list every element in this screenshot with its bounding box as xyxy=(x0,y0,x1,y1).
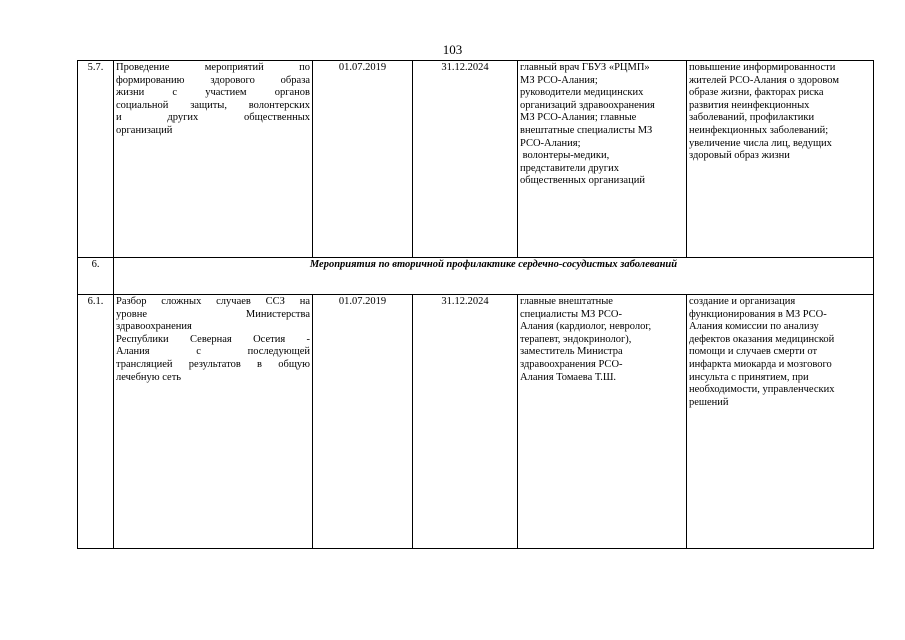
row-number: 6.1. xyxy=(78,295,114,549)
event-line: Разбор сложных случаев ССЗ на xyxy=(116,296,310,307)
result-line: здоровый образ жизни xyxy=(689,150,790,162)
event-line: формированию здорового образа xyxy=(116,74,310,86)
responsible-line: специалисты МЗ РСО- xyxy=(520,308,622,320)
event-line: здравоохранения xyxy=(116,321,192,333)
result-line: инсульта с принятием, при xyxy=(689,371,809,383)
responsible-cell xyxy=(518,61,687,258)
responsible-line: РСО-Алания; xyxy=(520,137,581,149)
end-date: 31.12.2024 xyxy=(413,295,518,549)
responsible-line: здравоохранения РСО- xyxy=(520,358,623,370)
end-date: 31.12.2024 xyxy=(413,61,518,258)
event-line: жизни с участием органов xyxy=(116,87,310,99)
event-line: Республики Северная Осетия - xyxy=(116,333,310,345)
result-line: создание и организация xyxy=(689,296,796,307)
event-line: Алания с последующей xyxy=(116,346,310,358)
result-line: необходимости, управленческих xyxy=(689,384,835,396)
result-line: заболеваний, профилактики xyxy=(689,112,815,124)
event-line: Проведение мероприятий по xyxy=(116,62,310,73)
responsible-line: волонтеры-медики, xyxy=(520,150,610,162)
responsible-line: МЗ РСО-Алания; xyxy=(520,74,598,86)
result-cell xyxy=(687,295,874,549)
event-line: и других общественных xyxy=(116,112,310,124)
responsible-line: главный врач ГБУЗ «РЦМП» xyxy=(520,62,650,73)
responsible-line: общественных организаций xyxy=(520,175,645,187)
event-line: трансляцией результатов в общую xyxy=(116,358,310,370)
start-date: 01.07.2019 xyxy=(313,61,413,258)
event-line: уровне Министерства xyxy=(116,308,310,320)
row-number: 5.7. xyxy=(78,61,114,258)
result-line: повышение информированности xyxy=(689,62,836,73)
result-line: образе жизни, факторах риска xyxy=(689,87,824,99)
responsible-line: МЗ РСО-Алания; главные xyxy=(520,112,637,124)
result-line: увеличение числа лиц, ведущих xyxy=(689,137,832,149)
section-number: 6. xyxy=(78,258,114,295)
event-cell xyxy=(114,295,313,549)
result-line: Алания комиссии по анализу xyxy=(689,321,819,333)
section-row-6 xyxy=(78,258,874,295)
page-number: 103 xyxy=(442,42,463,57)
event-line: организаций xyxy=(116,124,173,136)
result-line: развития неинфекционных xyxy=(689,99,810,111)
table-row-5-7 xyxy=(78,61,874,258)
section-title: Мероприятия по вторичной профилактике сердечно-сосудистых заболеваний xyxy=(114,258,874,295)
event-line: социальной защиты, волонтерских xyxy=(116,99,310,111)
measures-table xyxy=(77,60,874,549)
result-line: жителей РСО-Алания о здоровом xyxy=(689,74,839,86)
responsible-line: Алания (кардиолог, невролог, xyxy=(520,321,652,333)
result-line: инфаркта миокарда и мозгового xyxy=(689,358,832,370)
responsible-line: внештатные специалисты МЗ xyxy=(520,124,653,136)
table-row-6-1 xyxy=(78,295,874,549)
result-line: помощи и случаев смерти от xyxy=(689,346,818,358)
result-cell xyxy=(687,61,874,258)
responsible-line: терапевт, эндокринолог), xyxy=(520,333,632,345)
result-line: неинфекционных заболеваний; xyxy=(689,124,829,136)
responsible-line: представители других xyxy=(520,162,619,174)
responsible-line: организаций здравоохранения xyxy=(520,99,655,111)
result-line: дефектов оказания медицинской xyxy=(689,333,835,345)
responsible-line: заместитель Министра xyxy=(520,346,623,358)
start-date: 01.07.2019 xyxy=(313,295,413,549)
responsible-line: руководители медицинских xyxy=(520,87,644,99)
event-line: лечебную сеть xyxy=(116,371,182,383)
event-cell xyxy=(114,61,313,258)
result-line: решений xyxy=(689,396,729,408)
result-line: функционирования в МЗ РСО- xyxy=(689,308,827,320)
responsible-line: главные внештатные xyxy=(520,296,613,307)
responsible-line: Алания Томаева Т.Ш. xyxy=(520,371,617,383)
responsible-cell xyxy=(518,295,687,549)
